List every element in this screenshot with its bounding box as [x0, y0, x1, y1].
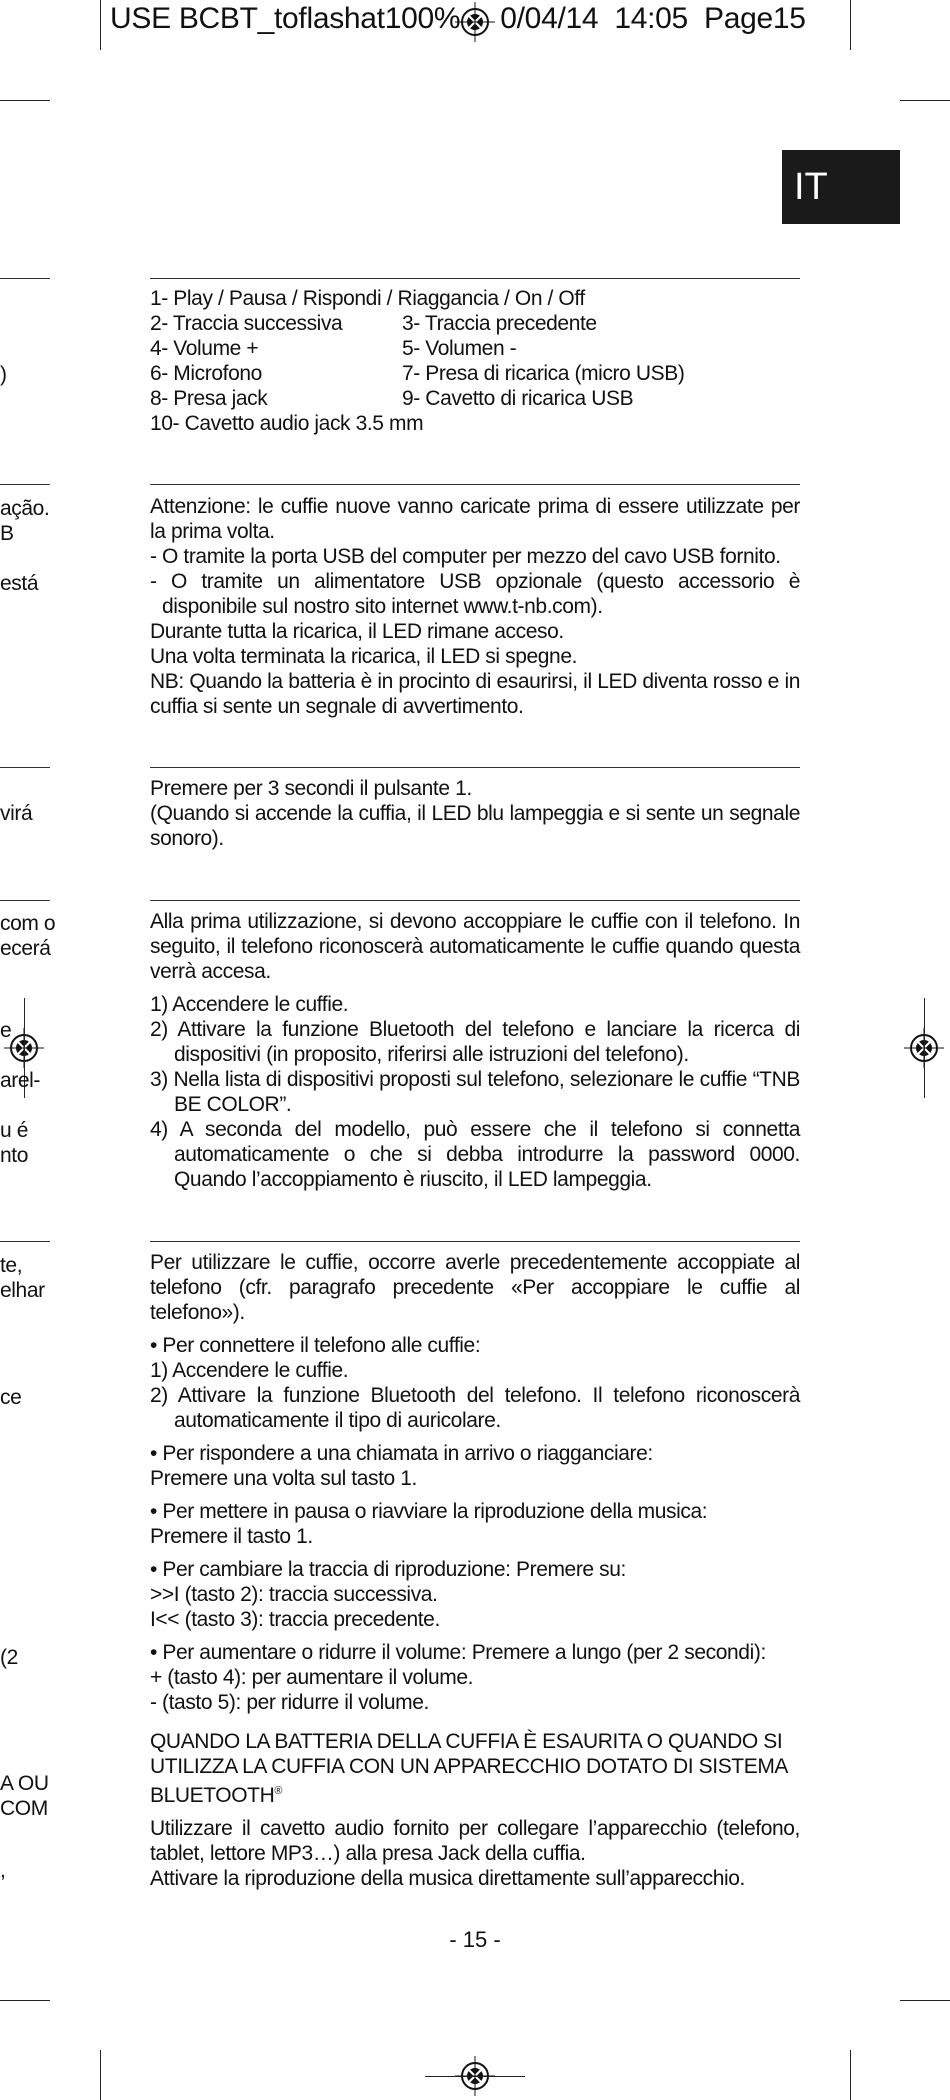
- parts-item: 5- Volumen -: [402, 337, 517, 360]
- charging-option: - O tramite un alimentatore USB opzionale (questo accessorio è disponibile sul nostro sito internet www.t-nb.com).: [150, 570, 800, 618]
- power-on-instruction: Premere per 3 secondi il pulsante 1.: [150, 777, 472, 800]
- left-rule: [0, 900, 50, 901]
- usage-caps-heading-text: QUANDO LA BATTERIA DELLA CUFFIA È ESAURITA O QUANDO SI UTILIZZA LA CUFFIA CON UN APPARECCHIO DOTATO DI SISTEMA BLUETOOTH: [150, 1730, 787, 1807]
- crop-mark-top-right-v: [850, 0, 851, 50]
- pairing-section: [150, 909, 800, 1192]
- crop-mark-right-h-bottom: [900, 2000, 950, 2001]
- charging-section: [150, 494, 800, 719]
- language-tab: IT: [782, 150, 900, 224]
- parts-item: 1- Play / Pausa / Rispondi / Riaggancia / On / Off: [150, 287, 585, 310]
- left-fragment: com o: [0, 912, 56, 935]
- parts-item: 10- Cavetto audio jack 3.5 mm: [150, 412, 424, 435]
- slug-page: Page15: [704, 2, 806, 35]
- section-divider: [150, 767, 800, 768]
- parts-grid: [150, 311, 800, 411]
- left-rule: [0, 767, 50, 768]
- usage-section: [150, 1250, 800, 1891]
- slug-name: USE BCBT_toflashat100%: [110, 2, 461, 35]
- crop-mark-left-h-bottom: [0, 2000, 50, 2001]
- charging-note: NB: Quando la batteria è in procinto di esaurirsi, il LED diventa rosso e in cuffia si sente un segnale di avvertimento.: [150, 670, 800, 718]
- registration-line-right: [924, 998, 925, 1098]
- usage-connect-step: 2) Attivare la funzione Bluetooth del telefono. Il telefono riconoscerà automaticamente il tipo di auricolare.: [150, 1384, 800, 1432]
- usage-pause-text: Premere il tasto 1.: [150, 1525, 313, 1548]
- registration-line-bottom: [425, 2076, 525, 2077]
- left-fragment: te,: [0, 1254, 23, 1277]
- left-fragment: ce: [0, 1386, 22, 1409]
- left-fragment: ação.: [0, 497, 50, 520]
- left-fragment: (2: [0, 1646, 18, 1669]
- left-fragment: ,: [0, 1859, 6, 1882]
- usage-connect-step: 1) Accendere le cuffie.: [150, 1359, 349, 1382]
- section-divider: [150, 484, 800, 485]
- parts-item: 7- Presa di ricarica (micro USB): [402, 362, 685, 385]
- charging-led-on: Durante tutta la ricarica, il LED rimane acceso.: [150, 620, 564, 643]
- registration-mark-top-icon: [455, 2, 495, 42]
- slug-date: 0/04/14: [500, 2, 599, 35]
- section-divider: [150, 900, 800, 901]
- crop-mark-right-h-top: [900, 100, 950, 101]
- pairing-step: 1) Accendere le cuffie.: [150, 993, 349, 1016]
- pairing-step: 2) Attivare la funzione Bluetooth del telefono e lanciare la ricerca di dispositivi (in proposito, riferirsi alle istruzioni del telefono).: [150, 1018, 800, 1066]
- usage-pause-title: • Per mettere in pausa o riavviare la riproduzione della musica:: [150, 1500, 708, 1523]
- left-fragment: A OU: [0, 1772, 49, 1795]
- left-fragment: B: [0, 522, 14, 545]
- left-fragment: arel-: [0, 1069, 41, 1092]
- parts-item: 6- Microfono: [150, 362, 262, 385]
- usage-track-next: >>I (tasto 2): traccia successiva.: [150, 1583, 438, 1606]
- usage-connect-title: • Per connettere il telefono alle cuffie:: [150, 1334, 481, 1357]
- left-rule: [0, 484, 50, 485]
- usage-intro: Per utilizzare le cuffie, occorre averle precedentemente accoppiate al telefono (cfr. paragrafo precedente «Per accoppiare le cuffie al telefono»).: [150, 1251, 800, 1324]
- left-rule: [0, 1241, 50, 1242]
- left-fragment: COM: [0, 1797, 48, 1820]
- left-fragment: e: [0, 1019, 12, 1042]
- usage-answer-title: • Per rispondere a una chiamata in arrivo o riagganciare:: [150, 1442, 653, 1465]
- usage-volume-title: • Per aumentare o ridurre il volume: Premere a lungo (per 2 secondi):: [150, 1641, 766, 1664]
- parts-item: 3- Traccia precedente: [402, 312, 597, 335]
- usage-answer-text: Premere una volta sul tasto 1.: [150, 1467, 417, 1490]
- left-fragment: elhar: [0, 1279, 45, 1302]
- slug-time: 14:05: [614, 2, 688, 35]
- left-rule: [0, 278, 50, 279]
- left-fragment: ecerá: [0, 937, 51, 960]
- usage-cable-text: Utilizzare il cavetto audio fornito per collegare l’apparecchio (telefono, tablet, lettore MP3…) alla presa Jack della cuffia.: [150, 1817, 800, 1865]
- parts-list: [150, 286, 800, 436]
- crop-mark-bottom-left-v: [100, 2050, 101, 2100]
- parts-item: 8- Presa jack: [150, 387, 268, 410]
- usage-caps-heading: [150, 1729, 800, 1808]
- left-fragment: nto: [0, 1144, 28, 1167]
- left-fragment: ): [0, 363, 7, 386]
- power-on-note: (Quando si accende la cuffia, il LED blu lampeggia e si sente un segnale sonoro).: [150, 802, 800, 850]
- left-fragment: está: [0, 572, 39, 595]
- left-fragment: virá: [0, 802, 33, 825]
- left-fragment: u é: [0, 1119, 28, 1142]
- usage-volume-up: + (tasto 4): per aumentare il volume.: [150, 1666, 474, 1689]
- section-divider: [150, 1241, 800, 1242]
- crop-mark-top-left-v: [100, 0, 101, 50]
- charging-led-off: Una volta terminata la ricarica, il LED si spegne.: [150, 645, 578, 668]
- usage-track-prev: I<< (tasto 3): traccia precedente.: [150, 1608, 440, 1631]
- page-number: - 15 -: [449, 1927, 501, 1952]
- registered-mark: ®: [274, 1785, 283, 1797]
- usage-volume-down: - (tasto 5): per ridurre il volume.: [150, 1691, 429, 1714]
- parts-item: 2- Traccia successiva: [150, 312, 343, 335]
- parts-item: 9- Cavetto di ricarica USB: [402, 387, 634, 410]
- crop-mark-left-h-top: [0, 100, 50, 101]
- charging-intro: Attenzione: le cuffie nuove vanno caricate prima di essere utilizzate per la prima volta.: [150, 495, 800, 543]
- pairing-step: 3) Nella lista di dispositivi proposti sul telefono, selezionare le cuffie “TNB BE COLOR”.: [150, 1068, 800, 1116]
- pairing-intro: Alla prima utilizzazione, si devono accoppiare le cuffie con il telefono. In seguito, il telefono riconoscerà automaticamente le cuffie quando questa verrà accesa.: [150, 910, 800, 983]
- usage-music-text: Attivare la riproduzione della musica direttamente sull’apparecchio.: [150, 1867, 745, 1890]
- parts-item: 4- Volume +: [150, 337, 259, 360]
- crop-mark-bottom-right-v: [850, 2050, 851, 2100]
- usage-track-title: • Per cambiare la traccia di riproduzione: Premere su:: [150, 1558, 626, 1581]
- power-on-section: [150, 776, 800, 851]
- charging-option: - O tramite la porta USB del computer per mezzo del cavo USB fornito.: [150, 545, 781, 568]
- section-divider: [150, 278, 800, 279]
- pairing-step: 4) A seconda del modello, può essere che il telefono si connetta automaticamente o che si debba introdurre la password 0000. Quando l’accoppiamento è riuscito, il LED lampeggia.: [150, 1118, 800, 1191]
